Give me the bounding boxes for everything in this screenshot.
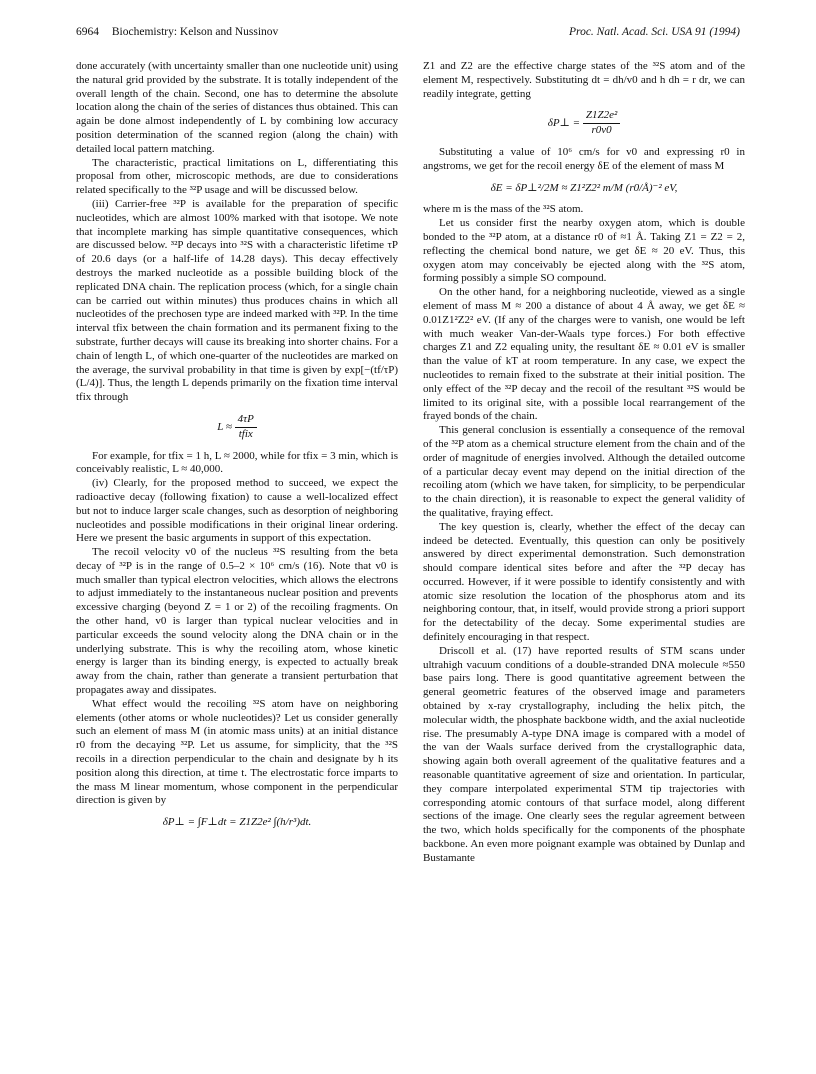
paragraph: done accurately (with uncertainty smaller than one nucleotide unit) using the natural grid provided by the substrate. It is totally independent of the overall length of the chain. Second, one has to determine the absolute location along the chain of the series of distances thus obtained. This can again be done almost independently of L by combining low accuracy position determination of the scanned region (along the chain) with detailed local pattern matching. <box>76 60 398 155</box>
page-number: 6964 <box>76 26 99 38</box>
page-header <box>76 26 740 42</box>
equation-lhs: δP⊥ = <box>547 117 581 130</box>
paragraph: The key question is, clearly, whether the effect of the decay can indeed be detected. Eventually, this question can only be positively answered by direct experimental demonstration. Such demonstration should compare identical sites before and after the ³²P decay has occurred. However, if it were possible to identify consistently and with atomic size resolution the location of the phosphorus atom and its neighboring contour, that, in itself, would provide strong a priori support for the detectability of the decay. Some experimental studies are definitely encouraging in that respect. <box>423 520 745 644</box>
fraction-denominator: tfix <box>238 427 253 440</box>
equation-fraction <box>583 109 620 138</box>
right-column <box>423 60 745 866</box>
fraction-denominator: r0v0 <box>591 124 612 137</box>
running-title: Biochemistry: Kelson and Nussinov <box>111 26 279 38</box>
paragraph: What effect would the recoiling ³²S atom have on neighboring elements (other atoms or whole nucleotides)? Let us consider generally such an element of mass M (in atomic mass units) at an initial distance r0 from the decaying ³²P. Let us assume, for simplicity, that the ³²S recoils in a direction perpendicular to the chain and designate by h its position along this direction, at time t. The electrostatic force imparts to the mass M linear momentum, whose component in the perpendicular direction is given by <box>76 697 398 807</box>
paragraph: This general conclusion is essentially a consequence of the removal of the ³²P atom as a chemical structure element from the chain and of the order of magnitude of energies involved. Although the detailed outcome of a particular decay event may depend on the initial direction of the recoiling atom (which we have taken, for simplicity, to be perpendicular to the chain direction), it is reasonable to expect the general validity of the qualitative, fraying effect. <box>423 424 745 519</box>
fraction-numerator: Z1Z2e² <box>583 109 620 124</box>
paragraph: For example, for tfix = 1 h, L ≈ 2000, while for tfix = 3 min, which is conceivably realistic, L ≈ 40,000. <box>76 449 398 476</box>
paragraph: The characteristic, practical limitations on L, differentiating this proposal from other, microscopic methods, are due to considerations related specifically to the ³²P usage and will be discussed below. <box>76 156 398 197</box>
left-column <box>76 60 398 838</box>
equation-lhs: L ≈ <box>217 420 232 433</box>
paragraph: Let us consider first the nearby oxygen atom, which is double bonded to the ³²P atom, at a distance r0 of ≈1 Å. Taking Z1 = Z2 = 2, reflecting the chemical bond nature, we get δE ≈ 20 eV. Thus, this oxygen atom may conceivably be ejected along with the ³²S atom, forming possibly a simple SO compound. <box>423 217 745 285</box>
paragraph: where m is the mass of the ³²S atom. <box>423 203 584 216</box>
paragraph: Driscoll et al. (17) have reported results of STM scans under ultrahigh vacuum conditions of a double-stranded DNA molecule ≈550 base pairs long. There is good quantitative agreement between the general geometric features of the observed image and parameters obtained by x-ray crystallography, including the helix pitch, the molecular width, the phosphate backbone width, and the axial nucleotide rise. The presumably A-type DNA image is compared with a model of the van der Waals surface derived from the crystallographic data, showing again both overall agreement of the qualitative features and a reasonable quantitative agreement of size and orientation. In particular, they compare interpolated experimental STM tip trajectories with corresponding atomic contours of that surface model, along different sections of the image. One clearly sees the regular agreement between the two, which holds specifically for the components of the phosphate backbone. An even more poignant example was obtained by Dunlap and Bustamante <box>423 644 745 864</box>
equation-length <box>76 413 398 442</box>
paragraph: (iii) Carrier-free ³²P is available for the preparation of specific nucleotides, which are almost 100% marked with that isotope. We note that incomplete marking has simple quantitative consequences, which are discussed below. ³²P decays into ³²S with a characteristic lifetime τP of 20.6 days (or a half-life of 14.28 days). This decay effectively destroys the marked nucleotide as a possible building block of the replicated DNA chain. The replication process (which, for a single chain can be carried out within minutes) thus produces chains in which all nucleotides of the prechosen type are indeed marked with ³²P. In the time interval tfix between the chain formation and its permanent fixing to the substrate, further decays will cause its breaking into shorter chains. For a chain of length L, of which one-quarter of the nucleotides are marked on the average, the survival probability in that time is given by exp[−(tf/τP)(L/4)]. Thus, the length L depends primarily on the fixation time interval tfix through <box>76 197 398 404</box>
paragraph: (iv) Clearly, for the proposed method to succeed, we expect the radioactive decay (following fixation) to cause a well-localized effect but not to induce larger scale changes, such as desorption of neighboring nucleotides and possible modifications in their original linear ordering. Here we present the basic arguments in support of this expectation. <box>76 477 398 545</box>
paragraph: On the other hand, for a neighboring nucleotide, viewed as a single element of mass M ≈ 200 a distance of about 4 Å away, we get δE ≈ 0.01Z1²Z2² eV. (If any of the charges were to vanish, one would be left with much weaker Van-der-Waals type forces.) For both effective charges Z1 and Z2 equaling unity, the resultant δE ≈ 0.01 eV is smaller than the value of kT at room temperature. In any case, we expect the nucleotides to remain fixed to the substrate at their initial position. The only effect of the ³²P decay and the recoil of the resultant ³²S would be limited to its original site, with a possible local rearrangement of the frayed bonds of the chain. <box>423 286 745 423</box>
paragraph: The recoil velocity v0 of the nucleus ³²S resulting from the beta decay of ³²P is in the range of 0.5–2 × 10⁶ cm/s (16). Note that v0 is much smaller than typical electron velocities, which allows the electrons to adjust immediately to the instantaneous nuclear position and prevents excessive charging (beyond Z = 1 or 2) of the recoiling fragments. On the other hand, v0 is larger than typical nuclear velocities and in particular exceeds the sound velocity along the DNA chain or in the underlying substrate. This is why the recoiling atom, whose kinetic energy is larger than its binding energy, is expected to actually break away from the chain, rather than generate a transient perturbation that propagates away and dissipates. <box>76 546 398 697</box>
equation-fraction <box>235 413 257 442</box>
equation-momentum-integral: δP⊥ = ∫F⊥dt = Z1Z2e² ∫(h/r³)dt. <box>162 816 312 829</box>
paragraph: Substituting a value of 10⁶ cm/s for v0 and expressing r0 in angstroms, we get for the recoil energy δE of the element of mass M <box>423 145 745 172</box>
journal-citation: Proc. Natl. Acad. Sci. USA 91 (1994) <box>569 26 740 38</box>
fraction-numerator: 4τP <box>235 413 257 428</box>
equation-recoil-energy: δE = δP⊥²/2M ≈ Z1²Z2² m/M (r0/Å)⁻² eV, <box>490 181 678 194</box>
equation-momentum <box>423 109 745 138</box>
paragraph: Z1 and Z2 are the effective charge states of the ³²S atom and of the element M, respectively. Substituting dt = dh/v0 and h dh = r dr, we can readily integrate, getting <box>423 60 745 100</box>
header-left <box>76 26 278 38</box>
